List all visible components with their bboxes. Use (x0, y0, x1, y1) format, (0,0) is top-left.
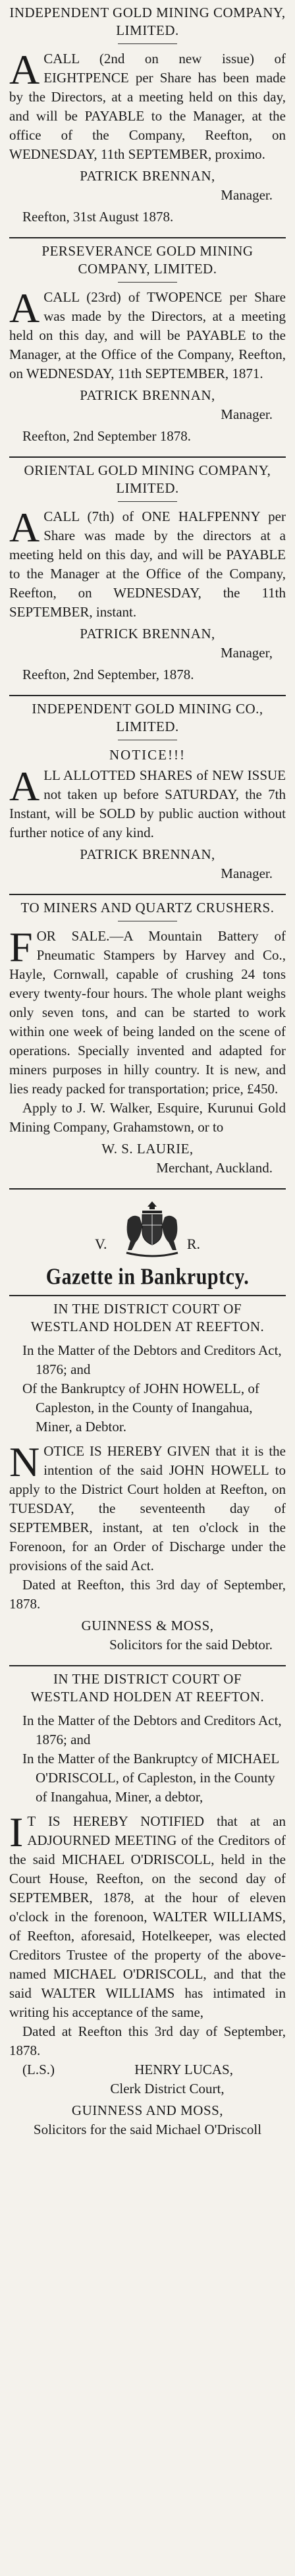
matter-act: In the Matter of the Debtors and Creditors Act, 1876; and (22, 1713, 282, 1747)
seal-mark: (L.S.) (22, 2062, 55, 2077)
notice-text: CALL (2nd on new issue) of EIGHTPENCE per Share has been made by the Directors, at a meeting held on this day, and will be PAYABLE to the Manager, at the office of the Company, Reefton, on WEDNESDAY, 11th SEPTEMBER, proximo. (9, 51, 286, 162)
notice-text: CALL (7th) of ONE HALFPENNY per Share was made by the directors at a meeting held on this day, and will be PAYABLE to the Manager at the Office of the Company, Reefton, on WEDNESDAY, the 11th SEPTEMBER, instant. (9, 508, 286, 620)
signatory-name: PATRICK BRENNAN, (80, 626, 215, 642)
notice-body (9, 1809, 286, 2022)
notice-independent-shares (9, 696, 286, 890)
signatory-name: HENRY LUCAS, (134, 2062, 233, 2077)
notice-heading: ORIENTAL GOLD MINING COMPANY, LIMITED. (24, 462, 271, 496)
signatory-role: Merchant, Auckland. (156, 1160, 273, 1176)
matter-bankruptcy: Of the Bankruptcy of JOHN HOWELL, of Capleston, in the County of Inangahua, Miner, a Debtor. (22, 1381, 259, 1435)
notice-body (9, 285, 286, 383)
matter-act: In the Matter of the Debtors and Creditors Act, 1876; and (22, 1342, 282, 1377)
court-heading: IN THE DISTRICT COURT OF WESTLAND HOLDEN AT REEFTON. (30, 1301, 265, 1334)
signatory-role: Manager, (220, 645, 273, 661)
signatory-name: GUINNESS & MOSS, (81, 1618, 214, 1633)
notice-heading: TO MINERS AND QUARTZ CRUSHERS. (20, 900, 275, 916)
notice-body (9, 923, 286, 1099)
signatory-role: Solicitors for the said Debtor. (109, 1637, 273, 1653)
notice-stampers-for-sale (9, 895, 286, 1184)
drop-cap: A (9, 46, 40, 93)
notice-independent-call (9, 0, 286, 233)
drop-cap: A (9, 504, 40, 551)
signatory-role: Manager. (221, 865, 273, 881)
notice-perseverance-call (9, 238, 286, 452)
signatory-role: Manager. (221, 187, 273, 203)
drop-cap: F (9, 923, 33, 970)
signatory-role: Clerk District Court, (110, 2081, 225, 2096)
royal-crest (9, 1196, 286, 1259)
notice-text: OTICE IS HEREBY GIVEN that it is the intention of the said JOHN HOWELL to apply to the District Court holden at Reefton, on TUESDAY, the seventeenth day of SEPTEMBER, instant, at ten o'clock in the Forenoon, for an Order of Discharge under the provisions of the said Act. (9, 1443, 286, 1574)
signatory-name: PATRICK BRENNAN, (80, 846, 215, 862)
notice-text: OR SALE.—A Mountain Battery of Pneumatic Stampers by Harvey and Co., Hayle, Cornwall, capable of crushing 24 tons every twenty-four hours. The whole plant weighs only seven tons, and can be started to work within one week of being landed on the scene of operations. Specially invented and adapted for miners purposes in hilly country. It is new, and lies ready packed for transportation; price, £450. (9, 928, 286, 1097)
signatory-name-2: GUINNESS AND MOSS, (71, 2102, 224, 2118)
royal-coat-of-arms-icon (122, 1200, 182, 1258)
notice-body (9, 763, 286, 842)
dated-line: Dated at Reefton this 3rd day of September, 1878. (9, 2023, 286, 2058)
newspaper-column (9, 0, 286, 2146)
signatory-name: W. S. LAURIE, (101, 1141, 194, 1157)
notice-apply: Apply to J. W. Walker, Esquire, Kurunui Gold Mining Company, Grahamstown, or to (9, 1100, 286, 1135)
matter-bankruptcy: In the Matter of the Bankruptcy of MICHAEL O'DRISCOLL, of Capleston, in the County of Inangahua, Miner, a debtor, (22, 1751, 279, 1805)
notice-body (9, 1439, 286, 1576)
notice-body (9, 504, 286, 622)
notice-date: Reefton, 31st August 1878. (22, 209, 174, 225)
notice-heading: PERSEVERANCE GOLD MINING COMPANY, LIMITED. (41, 243, 254, 277)
signatory-role-2: Solicitors for the said Michael O'Driscoll (33, 2122, 262, 2137)
signatory-name: PATRICK BRENNAN, (80, 387, 215, 403)
notice-heading: INDEPENDENT GOLD MINING COMPANY, LIMITED. (9, 5, 286, 38)
notice-title: NOTICE!!! (109, 747, 186, 763)
notice-oriental-call (9, 458, 286, 691)
notice-body (9, 46, 286, 164)
bankruptcy-notice-howell (9, 1296, 286, 1661)
divider (118, 43, 177, 44)
bankruptcy-notice-odriscoll (9, 1666, 286, 2146)
crest-letter-left: V. (95, 1236, 107, 1252)
court-heading: IN THE DISTRICT COURT OF WESTLAND HOLDEN AT REEFTON. (30, 1671, 265, 1705)
signatory-role: Manager. (221, 406, 273, 422)
notice-date: Reefton, 2nd September, 1878. (22, 667, 194, 682)
drop-cap: A (9, 285, 40, 331)
notice-text: T IS HEREBY NOTIFIED that at an ADJOURNED MEETING of the Creditors of the said MICHAEL O'DRISCOLL, held in the Court House, Reefton, on the second day of SEPTEMBER, 1878, at the hour of eleven o'clock in the forenoon, WALTER WILLIAMS, of Reefton, aforesaid, Hotelkeeper, was elected Creditors Trustee of the property of the above-named MICHAEL O'DRISCOLL, and that the said WALTER WILLIAMS has intimated in writing his acceptance of the same, (9, 1813, 286, 2020)
signature-row (9, 2060, 286, 2079)
drop-cap: A (9, 763, 40, 809)
notice-heading: INDEPENDENT GOLD MINING CO., LIMITED. (32, 701, 263, 734)
notice-date: Reefton, 2nd September 1878. (22, 428, 192, 444)
notice-text: LL ALLOTTED SHARES of NEW ISSUE not taken up before SATURDAY, the 7th Instant, will be SOLD by public auction without further notice of any kind. (9, 767, 286, 840)
crest-letter-right: R. (186, 1236, 200, 1252)
divider (118, 501, 177, 502)
signatory-name: PATRICK BRENNAN, (80, 168, 215, 184)
drop-cap: N (9, 1439, 40, 1485)
gazette-title: Gazette in Bankruptcy. (45, 1264, 250, 1290)
divider (118, 282, 177, 283)
dated-line: Dated at Reefton, this 3rd day of September, 1878. (9, 1577, 286, 1612)
drop-cap: I (9, 1809, 24, 1855)
notice-text: CALL (23rd) of TWOPENCE per Share was made by the Directors, at a meeting held on this day, and will be PAYABLE to the Manager, at the Office of the Company, Reefton, on WEDNESDAY, 11th SEPTEMBER, 1871. (9, 289, 286, 381)
section-divider (9, 1188, 286, 1190)
